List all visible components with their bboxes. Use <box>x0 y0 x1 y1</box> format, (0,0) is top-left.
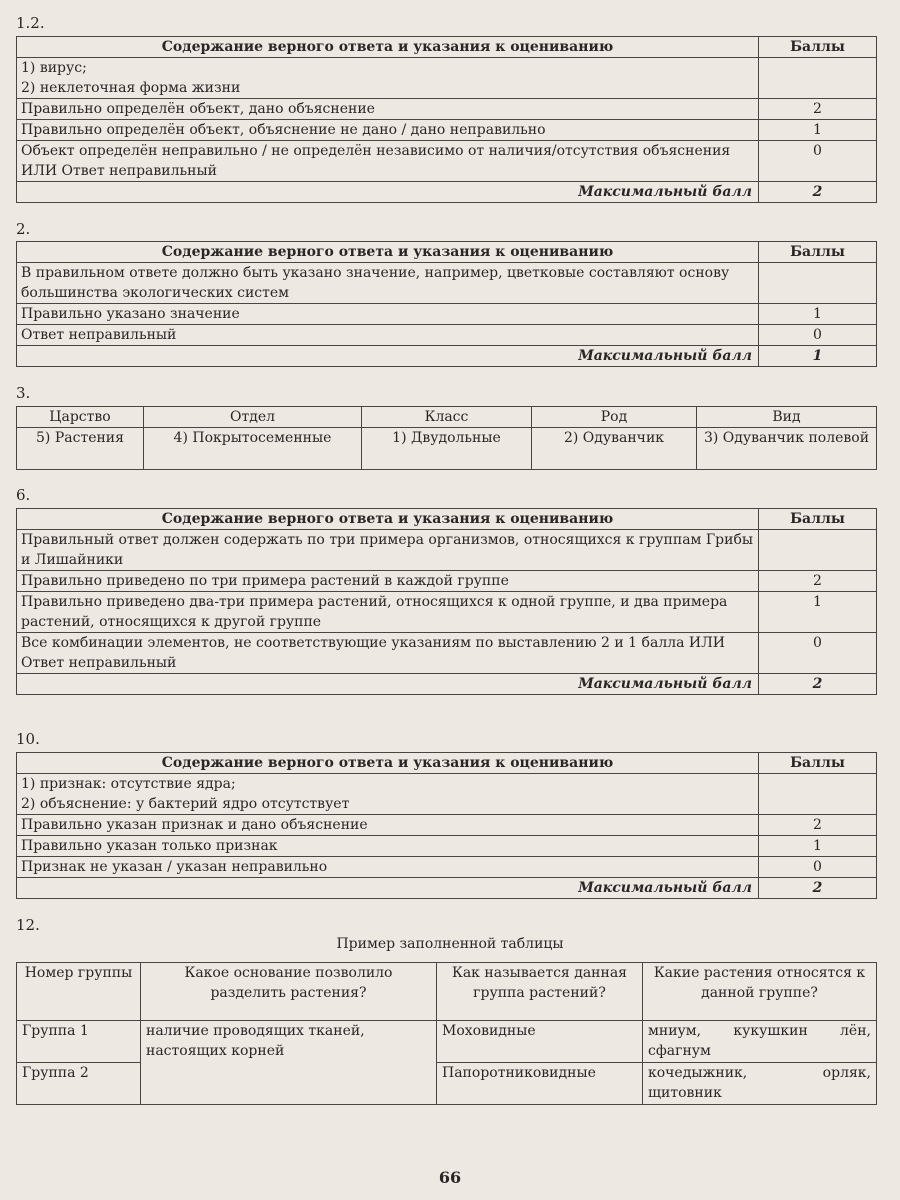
rubric-table-6 <box>16 508 877 695</box>
answer-line: 2) неклеточная форма жизни <box>21 80 241 96</box>
question-number-10: 10. <box>16 730 40 748</box>
question-number-6: 6. <box>16 486 31 504</box>
table-row: Объект определён неправильно / не определён независимо от наличия/отсутствия объяснения ИЛИ Ответ неправильный 0 <box>17 141 877 182</box>
max-score-label: Максимальный балл <box>17 346 759 367</box>
header-division: Отдел <box>144 407 362 428</box>
basis-cell: наличие проводящих тканей, настоящих корней <box>141 1021 437 1105</box>
header-plants: Какие растения относятся к данной группе? <box>643 963 877 1021</box>
classification-table <box>16 406 877 470</box>
table-caption: Пример заполненной таблицы <box>336 936 564 952</box>
header-group-name: Как называется данная группа растений? <box>437 963 643 1021</box>
table-row: Группа 2 Папоротниковидные кочедыжник, орляк, щитовник <box>17 1063 877 1105</box>
max-score-value: 2 <box>759 674 877 695</box>
header-content: Содержание верного ответа и указания к оцениванию <box>17 37 759 58</box>
header-content: Содержание верного ответа и указания к оцениванию <box>17 753 759 774</box>
question-number-2: 2. <box>16 220 31 238</box>
value-class: 1) Двудольные <box>362 428 532 470</box>
answer-line: 1) вирус; <box>21 60 87 76</box>
value-genus: 2) Одуванчик <box>532 428 697 470</box>
header-content: Содержание верного ответа и указания к оцениванию <box>17 509 759 530</box>
rubric-table-10 <box>16 752 877 899</box>
value-division: 4) Покрытосеменные <box>144 428 362 470</box>
table-row: Правильно определён объект, объяснение не дано / дано неправильно 1 <box>17 120 877 141</box>
answer-line: 1) признак: отсутствие ядра; <box>21 776 236 792</box>
header-basis: Какое основание позволило разделить растения? <box>141 963 437 1021</box>
answer-cell: В правильном ответе должно быть указано значение, например, цветковые составляют основу большинства экологических систем <box>17 263 759 304</box>
max-score-label: Максимальный балл <box>17 674 759 695</box>
header-species: Вид <box>697 407 877 428</box>
header-class: Класс <box>362 407 532 428</box>
table-row: Правильно приведено по три примера растений в каждой группе 2 <box>17 571 877 592</box>
answer-cell <box>17 58 759 99</box>
table-row: Правильно приведено два-три примера растений, относящихся к одной группе, и два примера растений, относящихся к другой группе 1 <box>17 592 877 633</box>
table-row: Группа 1 наличие проводящих тканей, настоящих корней Моховидные мниум, кукушкин лён, сфагнум <box>17 1021 877 1063</box>
table-row: Признак не указан / указан неправильно 0 <box>17 857 877 878</box>
header-points: Баллы <box>759 753 877 774</box>
header-kingdom: Царство <box>17 407 144 428</box>
answer-cell: Правильный ответ должен содержать по три примера организмов, относящихся к группам Грибы и Лишайники <box>17 530 759 571</box>
rubric-table-1-2 <box>16 36 877 203</box>
max-score-value: 2 <box>759 878 877 899</box>
table-row: Правильно указан только признак 1 <box>17 836 877 857</box>
value-species: 3) Одуванчик полевой <box>697 428 877 470</box>
table-row: Правильно определён объект, дано объяснение 2 <box>17 99 877 120</box>
table-row: Ответ неправильный 0 <box>17 325 877 346</box>
max-score-value: 1 <box>759 346 877 367</box>
rubric-table-2 <box>16 241 877 367</box>
example-table <box>16 962 877 1105</box>
table-row: Все комбинации элементов, не соответствующие указаниям по выставлению 2 и 1 балла ИЛИ Ответ неправильный 0 <box>17 633 877 674</box>
question-number-3: 3. <box>16 384 31 402</box>
header-content: Содержание верного ответа и указания к оцениванию <box>17 242 759 263</box>
header-points: Баллы <box>759 509 877 530</box>
table-row: Правильно указано значение 1 <box>17 304 877 325</box>
question-number-1-2: 1.2. <box>16 14 45 32</box>
header-genus: Род <box>532 407 697 428</box>
question-number-12: 12. <box>16 916 40 934</box>
answer-cell <box>17 774 759 815</box>
max-score-label: Максимальный балл <box>17 182 759 203</box>
answer-line: 2) объяснение: у бактерий ядро отсутствует <box>21 796 350 812</box>
value-kingdom: 5) Растения <box>17 428 144 470</box>
header-points: Баллы <box>759 37 877 58</box>
page-number: 66 <box>438 1168 462 1187</box>
max-score-value: 2 <box>759 182 877 203</box>
table-row: Правильно указан признак и дано объяснение 2 <box>17 815 877 836</box>
header-points: Баллы <box>759 242 877 263</box>
header-group-number: Номер группы <box>17 963 141 1021</box>
max-score-label: Максимальный балл <box>17 878 759 899</box>
